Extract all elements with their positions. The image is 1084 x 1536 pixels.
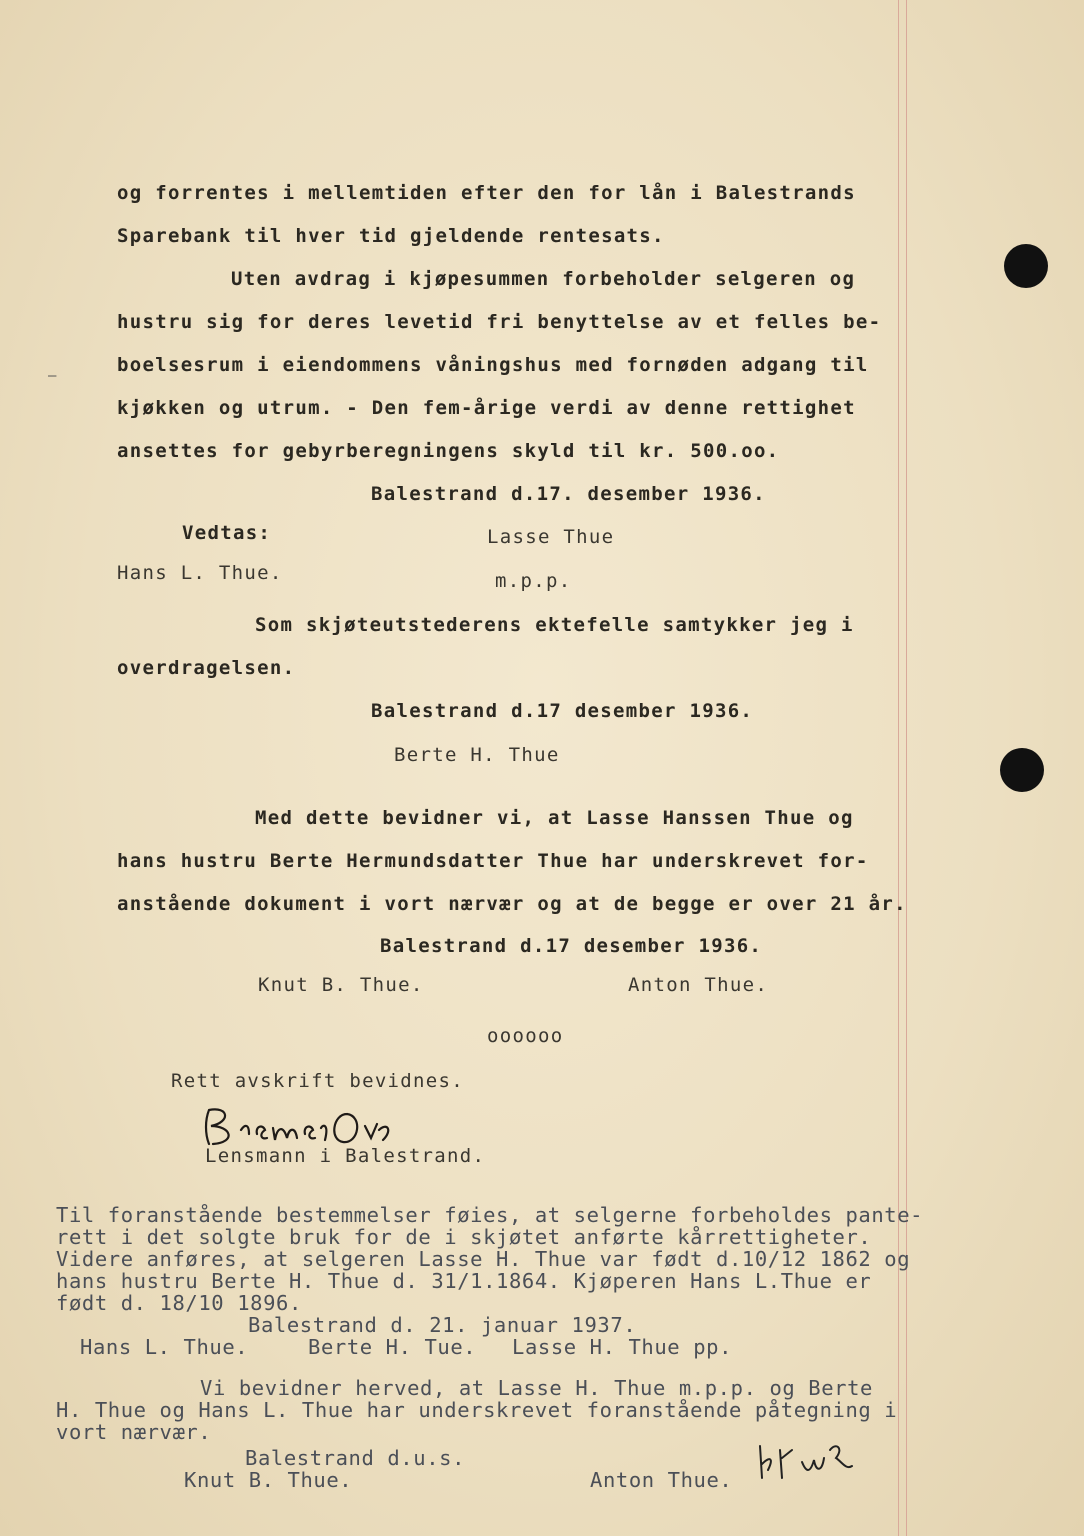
text-line: ansettes for gebyrberegningens skyld til kr. 500.oo. bbox=[117, 440, 780, 462]
signatory-name: Hans L. Thue. bbox=[80, 1335, 249, 1359]
text-line: og forrentes i mellemtiden efter den for lån i Balestrands bbox=[117, 182, 856, 204]
text-line: Som skjøteutstederens ektefelle samtykker jeg i bbox=[255, 614, 854, 636]
date-line: Balestrand d.u.s. bbox=[245, 1446, 466, 1470]
witness-name: Anton Thue. bbox=[628, 974, 769, 996]
signatory-name: Berte H. Tue. bbox=[308, 1335, 477, 1359]
date-line: Balestrand d. 21. januar 1937. bbox=[248, 1313, 637, 1337]
text-line: vort nærvær. bbox=[56, 1420, 212, 1444]
text-line: rett i det solgte bruk for de i skjøtet anførte kårrettigheter. bbox=[56, 1225, 872, 1249]
seller-name: Lasse Thue bbox=[487, 526, 615, 548]
approval-label: Vedtas: bbox=[182, 522, 272, 544]
margin-rule-right bbox=[906, 0, 907, 1536]
text-line: H. Thue og Hans L. Thue har underskrevet foranstående påtegning i bbox=[56, 1398, 898, 1422]
handwritten-initials bbox=[752, 1428, 862, 1484]
margin-rule-left bbox=[898, 0, 899, 1536]
text-line: Sparebank til hver tid gjeldende rentesats. bbox=[117, 225, 665, 247]
text-line: Vi bevidner herved, at Lasse H. Thue m.p.p. og Berte bbox=[200, 1376, 873, 1400]
text-line: anstående dokument i vort nærvær og at de begge er over 21 år. bbox=[117, 893, 907, 915]
text-line: hans hustru Berte H. Thue d. 31/1.1864. Kjøperen Hans L.Thue er bbox=[56, 1269, 872, 1293]
text-line: kjøkken og utrum. - Den fem-årige verdi av denne rettighet bbox=[117, 397, 856, 419]
buyer-name: Hans L. Thue. bbox=[117, 562, 283, 584]
text-line: Med dette bevidner vi, at Lasse Hanssen Thue og bbox=[255, 807, 854, 829]
certification-label: Rett avskrift bevidnes. bbox=[171, 1070, 464, 1092]
spouse-name: Berte H. Thue bbox=[394, 744, 560, 766]
punch-hole-bottom bbox=[1000, 748, 1044, 792]
text-line: Uten avdrag i kjøpesummen forbeholder selgeren og bbox=[231, 268, 856, 290]
date-line: Balestrand d.17 desember 1936. bbox=[380, 935, 763, 957]
witness-name: Knut B. Thue. bbox=[258, 974, 424, 996]
date-line: Balestrand d.17. desember 1936. bbox=[371, 483, 766, 505]
margin-tick: – bbox=[48, 368, 57, 384]
witness-name: Anton Thue. bbox=[590, 1468, 733, 1492]
date-line: Balestrand d.17 desember 1936. bbox=[371, 700, 754, 722]
text-line: hans hustru Berte Hermundsdatter Thue har underskrevet for- bbox=[117, 850, 869, 872]
text-line: overdragelsen. bbox=[117, 657, 296, 679]
punch-hole-top bbox=[1004, 244, 1048, 288]
mpp-note: m.p.p. bbox=[495, 570, 572, 592]
witness-name: Knut B. Thue. bbox=[184, 1468, 353, 1492]
text-line: Til foranstående bestemmelser føies, at selgerne forbeholdes pante- bbox=[56, 1203, 924, 1227]
handwritten-signature bbox=[197, 1100, 397, 1150]
text-line: Videre anføres, at selgeren Lasse H. Thue var født d.10/12 1862 og bbox=[56, 1247, 911, 1271]
signatory-name: Lasse H. Thue pp. bbox=[512, 1335, 733, 1359]
text-line: født d. 18/10 1896. bbox=[56, 1291, 302, 1315]
text-line: boelsesrum i eiendommens våningshus med fornøden adgang til bbox=[117, 354, 869, 376]
text-line: hustru sig for deres levetid fri benyttelse av et felles be- bbox=[117, 311, 882, 333]
sheriff-title: Lensmann i Balestrand. bbox=[205, 1145, 486, 1167]
separator-oooooo: oooooo bbox=[487, 1025, 564, 1047]
